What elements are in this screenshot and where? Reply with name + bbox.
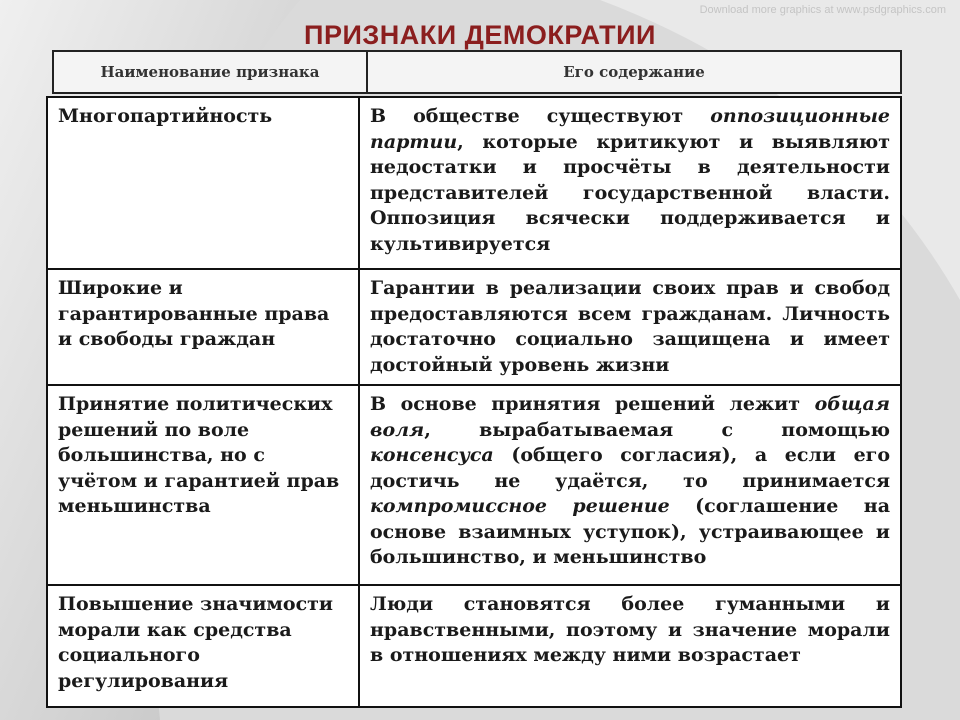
content-text: (общего согласия), а если его достичь не удаётся, то принимается bbox=[370, 444, 890, 492]
content-text: , вырабатываемая с помощью bbox=[424, 418, 890, 441]
column-header-content: Его содержание bbox=[563, 63, 705, 81]
feature-name: Многопартийность bbox=[48, 98, 360, 268]
slide-title: ПРИЗНАКИ ДЕМОКРАТИИ bbox=[304, 20, 656, 50]
table-header bbox=[52, 50, 902, 94]
content-text: Гарантии в реализации своих прав и свобод предоставляются всем гражданам. Личность достаточно социально защищена и имеет достойный уровень жизни bbox=[370, 277, 890, 376]
feature-name: Принятие политических решений по воле большинства, но с учётом и гарантией прав меньшинства bbox=[48, 386, 360, 584]
column-header-name: Наименование признака bbox=[54, 52, 368, 92]
feature-content bbox=[360, 270, 900, 384]
table-row bbox=[48, 98, 900, 268]
emphasized-term: консенсуса bbox=[370, 444, 494, 466]
emphasized-term: оппозиционные партии bbox=[370, 105, 890, 153]
content-text: Люди становятся более гуманными и нравственными, поэтому и значение морали в отношениях между ними возрастает bbox=[370, 593, 890, 666]
watermark-text: Download more graphics at www.psdgraphics.com bbox=[699, 4, 946, 16]
feature-content bbox=[360, 586, 900, 706]
table-row bbox=[48, 386, 900, 584]
content-text: В основе принятия решений лежит bbox=[370, 393, 815, 415]
content-text: В обществе существуют bbox=[370, 105, 711, 127]
emphasized-term: компромиссное решение bbox=[370, 495, 670, 517]
content-text: (соглашение на основе взаимных уступок), устраивающее и большинство, и меньшинство bbox=[370, 495, 890, 568]
table-row bbox=[48, 586, 900, 706]
democracy-features-table bbox=[46, 96, 902, 708]
feature-content bbox=[360, 386, 900, 584]
feature-content bbox=[360, 98, 900, 268]
content-text: , которые критикуют и выявляют недостатки и просчёты в деятельности представителей государственной власти. Оппозиция всячески поддерживается и культивируется bbox=[370, 130, 890, 255]
table-row bbox=[48, 270, 900, 384]
emphasized-term: общая воля bbox=[370, 393, 890, 441]
feature-name: Повышение значимости морали как средства социального регулирования bbox=[48, 586, 360, 706]
feature-name: Широкие и гарантированные права и свободы граждан bbox=[48, 270, 360, 384]
